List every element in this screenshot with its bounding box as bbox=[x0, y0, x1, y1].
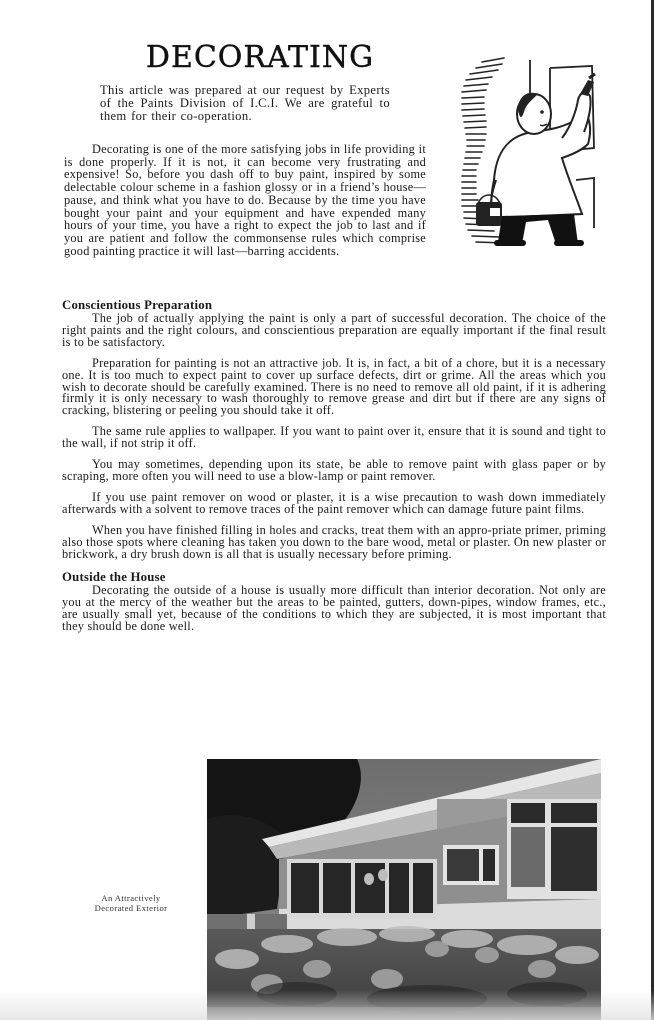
lead-paragraph: Decorating is one of the more satisfying jobs in life providing it is done properly. If it is not, it can become very frustrating and expensive! So, before you dash off to buy paint, inspired by some delectable colour scheme in a fashion glossy or in a friend’s house—pause, and think what you have to do. Because by the time you have bought your paint and your equipment and have expended many hours of your time, you have a right to expect the job to last and if you are patient and follow the commonsense rules which comprise good painting practice it will last—barring accidents. bbox=[64, 142, 426, 258]
paragraph: If you use paint remover on wood or plaster, it is a wise precaution to wash down immediately afterwards with a solvent to remove traces of the paint remover which can damage future paint films. bbox=[62, 489, 606, 516]
page-bottom-shadow bbox=[0, 990, 654, 1020]
caption-line-2: Decorated Exterior bbox=[94, 903, 168, 913]
article-title: DECORATING bbox=[145, 40, 375, 75]
photo-caption bbox=[76, 893, 186, 913]
paragraph: The job of actually applying the paint is only a part of successful decoration. The choice of the right paints and the right colours, and conscientious preparation are equally important if the final result is to be satisfactory. bbox=[62, 311, 606, 349]
paragraph: Preparation for painting is not an attractive job. It is, in fact, a bit of a chore, but it is a necessary one. It is too much to expect paint to cover up surface defects, dirt or grime. All the areas which you wish to decorate should be carefully examined. There is no need to remove all old paint, if it is adhering firmly it is only necessary to wash thoroughly to remove grease and dirt but if there are any signs of cracking, blistering or peeling you should take it off. bbox=[62, 355, 606, 418]
house-photo bbox=[207, 759, 601, 1020]
paragraph: Decorating the outside of a house is usually more difficult than interior decoration. Not only are you at the mercy of the weather but the areas to be painted, gutters, down-pipes, window frames, etc., are usually small yet, because of the conditions to which they are subjected, it is most important that they should be done well. bbox=[62, 583, 606, 634]
section-heading-outside: Outside the House bbox=[62, 570, 166, 585]
painter-illustration bbox=[452, 52, 612, 252]
caption-line-1: An Attractively bbox=[101, 893, 161, 903]
paragraph: When you have finished filling in holes and cracks, treat them with an appro-priate primer, priming also those spots where cleaning has taken you down to the bare wood, metal or plaster. On new plaster or brickwork, a dry brush down is all that is usually necessary before priming. bbox=[62, 522, 606, 561]
paragraph: You may sometimes, depending upon its state, be able to remove paint with glass paper or by scraping, more often you will need to use a blow-lamp or paint remover. bbox=[62, 457, 606, 483]
article-body bbox=[62, 298, 606, 642]
article-intro: This article was prepared at our request by Experts of the Paints Division of I.C.I. We are grateful to them for their co-operation. bbox=[100, 83, 390, 124]
section-heading-preparation: Conscientious Preparation bbox=[62, 298, 213, 312]
painter-icon bbox=[452, 52, 612, 252]
house-photo-image bbox=[207, 759, 601, 1020]
paragraph: The same rule applies to wallpaper. If you want to paint over it, ensure that it is sound and tight to the wall, if not strip it off. bbox=[62, 424, 606, 451]
